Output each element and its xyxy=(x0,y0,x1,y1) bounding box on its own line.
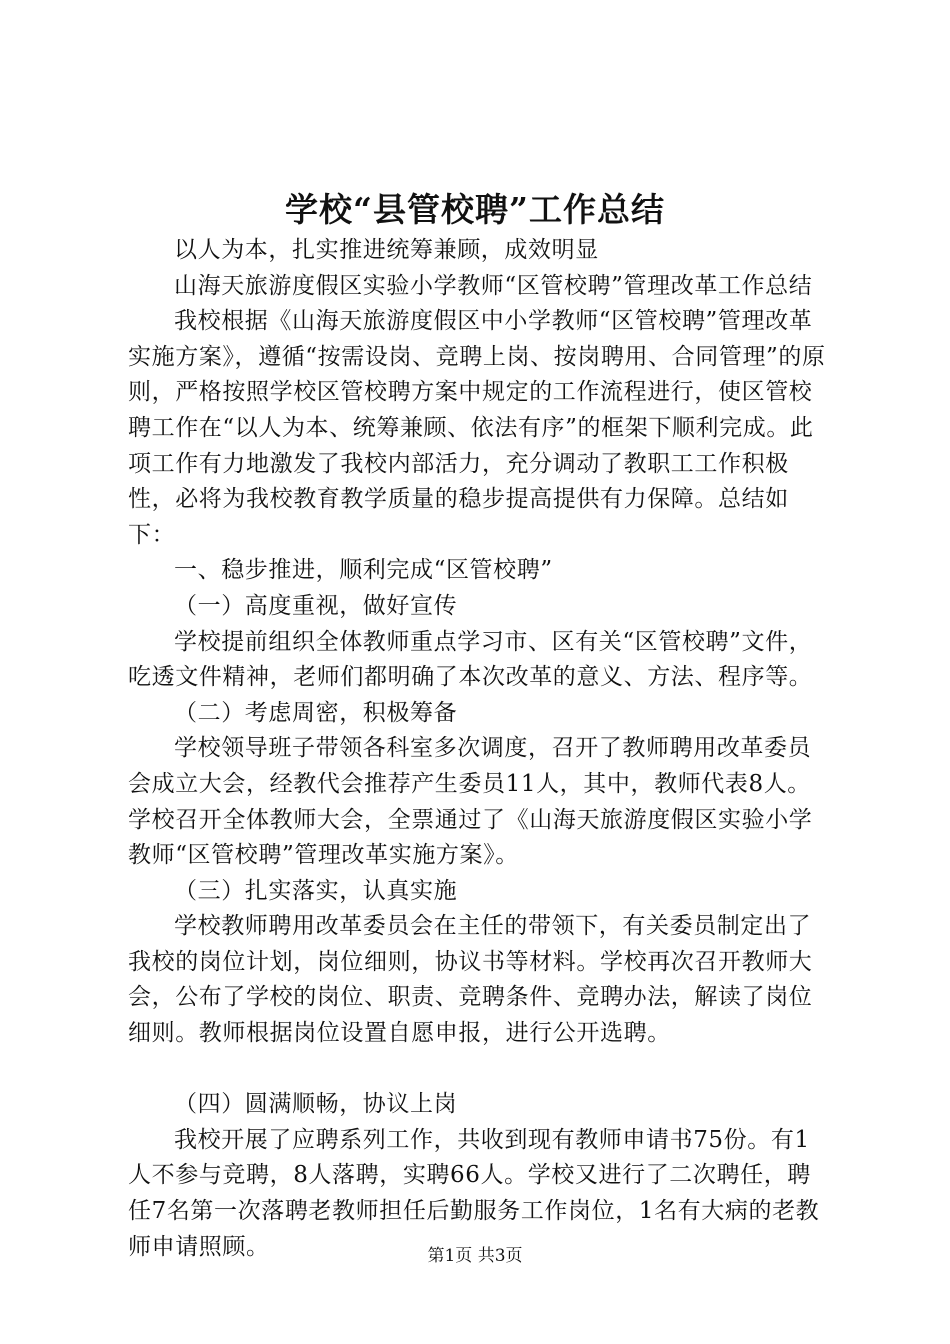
subsection-heading-4: （四）圆满顺畅，协议上岗 xyxy=(174,1091,458,1118)
paragraph-results: 我校开展了应聘系列工作，共收到现有教师申请书75份。有1人不参与竞聘，8人落聘，实聘66人。学校又进行了二次聘任，聘任7名第一次落聘老教师担任后勤服务工作岗位，1名有大病的老教师申请照顾。 xyxy=(128,1126,820,1260)
page-number-footer: 第1页 共3页 xyxy=(427,1246,523,1266)
paragraph-gap xyxy=(128,1052,828,1088)
document-title: 学校“县管校聘”工作总结 xyxy=(285,190,665,229)
subsection-heading-3: （三）扎实落实，认真实施 xyxy=(174,877,458,904)
intro-paragraph: 我校根据《山海天旅游度假区中小学教师“区管校聘”管理改革实施方案》，遵循“按需设岗、竞聘上岗、按岗聘用、合同管理”的原则，严格按照学校区管校聘方案中规定的工作流程进行，使区管校聘工作在“以人为本、统筹兼顾、依法有序”的框架下顺利完成。此项工作有力地激发了我校内部活力，充分调动了教职工工作积极性，必将为我校教育教学质量的稳步提高提供有力保障。总结如下： xyxy=(128,308,826,548)
document-body xyxy=(128,233,828,1265)
paragraph-publicity: 学校提前组织全体教师重点学习市、区有关“区管校聘”文件，吃透文件精神，老师们都明确了本次改革的意义、方法、程序等。 xyxy=(128,628,813,691)
paragraph-preparation: 学校领导班子带领各科室多次调度，召开了教师聘用改革委员会成立大会，经教代会推荐产生委员11人，其中，教师代表8人。学校召开全体教师大会，全票通过了《山海天旅游度假区实验小学教师“区管校聘”管理改革实施方案》。 xyxy=(128,735,813,869)
paragraph-implementation: 学校教师聘用改革委员会在主任的带领下，有关委员制定出了我校的岗位计划，岗位细则，协议书等材料。学校再次召开教师大会，公布了学校的岗位、职责、竞聘条件、竞聘办法，解读了岗位细则。教师根据岗位设置自愿申报，进行公开选聘。 xyxy=(128,913,813,1047)
report-title-line: 山海天旅游度假区实验小学教师“区管校聘”管理改革工作总结 xyxy=(174,272,813,299)
subsection-heading-2: （二）考虑周密，积极筹备 xyxy=(174,699,458,726)
section-heading-1: 一、稳步推进，顺利完成“区管校聘” xyxy=(174,557,553,584)
subsection-heading-1: （一）高度重视，做好宣传 xyxy=(174,592,458,619)
subtitle-line: 以人为本，扎实推进统筹兼顾，成效明显 xyxy=(174,237,599,263)
